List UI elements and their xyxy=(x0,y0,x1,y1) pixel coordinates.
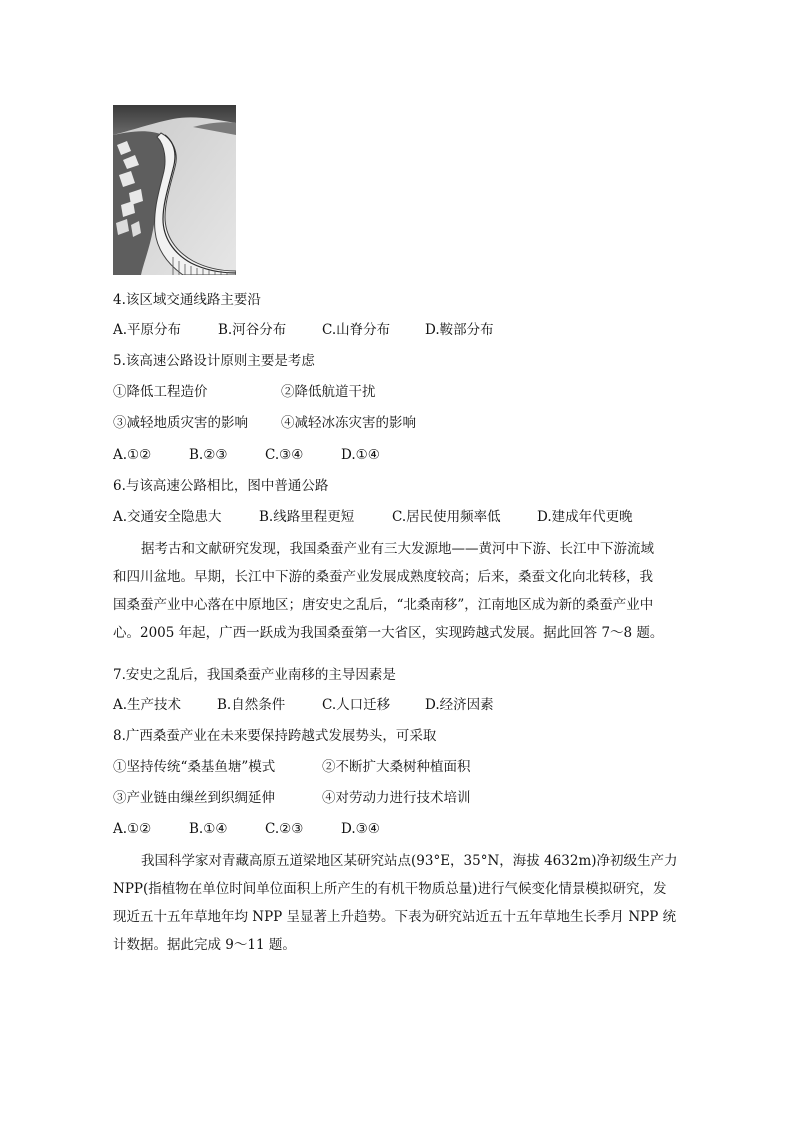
passage-sericulture-line-4: 心。2005 年起，广西一跃成为我国桑蚕第一大省区，实现跨越式发展。据此回答 7～8 题。 xyxy=(113,625,664,641)
question-4-stem: 4.该区域交通线路主要沿 xyxy=(113,292,261,308)
question-7-option-b: B.自然条件 xyxy=(217,697,286,713)
question-6-option-c: C.居民使用频率低 xyxy=(392,509,501,525)
question-7-option-c: C.人口迁移 xyxy=(322,697,391,713)
question-6-option-b: B.线路里程更短 xyxy=(259,509,355,525)
question-5-stem: 5.该高速公路设计原则主要是考虑 xyxy=(113,353,315,369)
question-7-stem: 7.安史之乱后，我国桑蚕产业南移的主导因素是 xyxy=(113,667,396,683)
question-6-stem: 6.与该高速公路相比，图中普通公路 xyxy=(113,478,329,494)
passage-sericulture-line-2: 和四川盆地。早期，长江中下游的桑蚕产业发展成熟度较高；后来，桑蚕文化向北转移，我 xyxy=(113,569,653,585)
question-4-option-c: C.山脊分布 xyxy=(322,322,391,338)
question-6-option-d: D.建成年代更晚 xyxy=(537,509,633,525)
question-5-option-d: D.①④ xyxy=(341,447,380,463)
question-8-option-b: B.①④ xyxy=(189,821,228,837)
passage-npp xyxy=(113,847,683,959)
question-8-option-c: C.②③ xyxy=(265,821,304,837)
question-5-option-b: B.②③ xyxy=(189,447,228,463)
question-4-option-d: D.鞍部分布 xyxy=(425,322,494,338)
passage-npp-line-4: 计数据。据此完成 9～11 题。 xyxy=(113,937,296,953)
passage-npp-line-3: 现近五十五年草地年均 NPP 呈显著上升趋势。下表为研究站近五十五年草地生长季月 NPP 统 xyxy=(113,909,677,925)
question-5-option-c: C.③④ xyxy=(265,447,304,463)
question-4-option-a: A.平原分布 xyxy=(113,322,182,338)
question-8-option-d: D.③④ xyxy=(341,821,380,837)
highway-lake-photo xyxy=(113,105,236,275)
passage-sericulture-line-1: 据考古和文献研究发现，我国桑蚕产业有三大发源地——黄河中下游、长江中下游流域 xyxy=(141,541,654,557)
question-5-item-3: ③减轻地质灾害的影响 xyxy=(113,415,248,431)
question-7-option-d: D.经济因素 xyxy=(425,697,494,713)
question-7-option-a: A.生产技术 xyxy=(113,697,182,713)
question-8-item-2: ②不断扩大桑树种植面积 xyxy=(322,759,471,775)
question-5-item-2: ②降低航道干扰 xyxy=(281,384,376,400)
question-4-option-b: B.河谷分布 xyxy=(218,322,287,338)
passage-npp-line-1: 我国科学家对青藏高原五道梁地区某研究站点(93°E，35°N，海拔 4632m)净初级生产力 xyxy=(141,853,678,869)
question-8-item-4: ④对劳动力进行技术培训 xyxy=(322,790,471,806)
question-8-stem: 8.广西桑蚕产业在未来要保持跨越式发展势头，可采取 xyxy=(113,728,437,744)
question-8-item-1: ①坚持传统“桑基鱼塘”模式 xyxy=(113,759,276,775)
question-5-item-1: ①降低工程造价 xyxy=(113,384,208,400)
question-8-option-a: A.①② xyxy=(113,821,152,837)
passage-npp-line-2: NPP(指植物在单位时间单位面积上所产生的有机干物质总量)进行气候变化情景模拟研究，发 xyxy=(113,881,667,897)
question-6-option-a: A.交通安全隐患大 xyxy=(113,509,222,525)
passage-sericulture-line-3: 国桑蚕产业中心落在中原地区；唐安史之乱后，“北桑南移”，江南地区成为新的桑蚕产业中 xyxy=(113,597,654,613)
question-5-option-a: A.①② xyxy=(113,447,152,463)
question-8-item-3: ③产业链由缫丝到织绸延伸 xyxy=(113,790,275,806)
passage-sericulture xyxy=(113,535,683,647)
question-5-item-4: ④减轻冰冻灾害的影响 xyxy=(281,415,416,431)
